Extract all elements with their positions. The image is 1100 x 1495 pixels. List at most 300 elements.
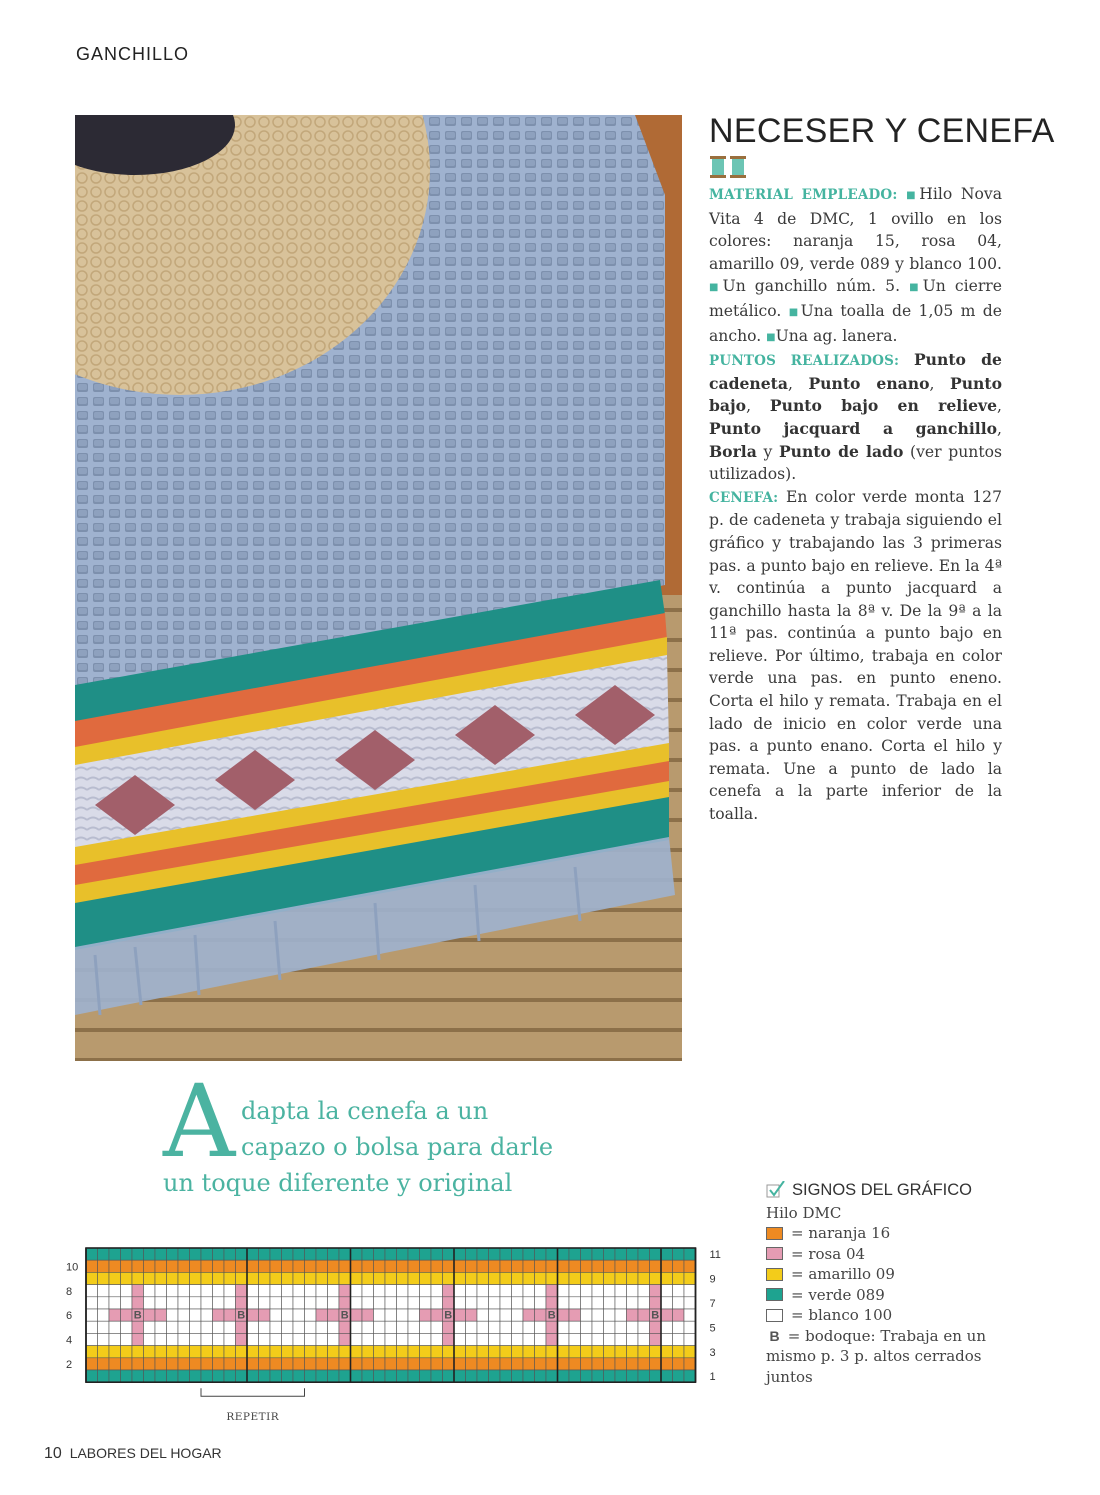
chart-cell (650, 1248, 662, 1260)
chart-cell (224, 1272, 236, 1284)
chart-cell (638, 1358, 650, 1370)
chart-cell (558, 1309, 570, 1321)
legend-item (766, 1244, 1026, 1265)
chart-cell (535, 1297, 547, 1309)
chart-cell (144, 1358, 156, 1370)
chart-cell (339, 1346, 351, 1358)
chart-cell (569, 1370, 581, 1382)
chart-cell (420, 1321, 432, 1333)
chart-cell (213, 1321, 225, 1333)
chart-cell (98, 1260, 110, 1272)
chart-cell (155, 1358, 167, 1370)
chart-cell (546, 1333, 558, 1345)
chart-cell (374, 1358, 386, 1370)
chart-cell (546, 1260, 558, 1272)
chart-cell (569, 1333, 581, 1345)
chart-cell (420, 1333, 432, 1345)
chart-cell (213, 1248, 225, 1260)
chart-cell (466, 1272, 478, 1284)
product-photo (75, 115, 682, 1061)
chart-cell (374, 1346, 386, 1358)
chart-cell (385, 1370, 397, 1382)
chart-cell (178, 1260, 190, 1272)
chart-cell (638, 1297, 650, 1309)
chart-cell (144, 1285, 156, 1297)
chart-cell (178, 1285, 190, 1297)
chart-cell (339, 1333, 351, 1345)
chart-cell (178, 1346, 190, 1358)
chart-cell (190, 1346, 202, 1358)
chart-cell (178, 1333, 190, 1345)
chart-cell (362, 1285, 374, 1297)
chart-cell (535, 1260, 547, 1272)
chart-cell (316, 1333, 328, 1345)
chart-cell (673, 1248, 685, 1260)
chart-cell (454, 1370, 466, 1382)
section-label: GANCHILLO (76, 44, 190, 64)
chart-cell (650, 1321, 662, 1333)
chart-cell (351, 1272, 363, 1284)
chart-cell (155, 1248, 167, 1260)
chart-cell (374, 1370, 386, 1382)
chart-cell (558, 1333, 570, 1345)
chart-cell (512, 1260, 524, 1272)
quote-line: dapta la cenefa a un (241, 1097, 489, 1125)
chart-cell (546, 1297, 558, 1309)
chart-cell (627, 1260, 639, 1272)
chart-cell (167, 1346, 179, 1358)
chart-cell (569, 1272, 581, 1284)
chart-cell (351, 1285, 363, 1297)
chart-cell (247, 1248, 259, 1260)
chart-cell (443, 1346, 455, 1358)
chart-cell (121, 1346, 133, 1358)
chart-cell (132, 1370, 144, 1382)
chart-cell (661, 1285, 673, 1297)
chart-cell (523, 1260, 535, 1272)
chart-cell (109, 1272, 121, 1284)
chart-cell (270, 1260, 282, 1272)
chart-cell (569, 1260, 581, 1272)
chart-cell (236, 1260, 248, 1272)
chart-cell (466, 1370, 478, 1382)
chart-cell (546, 1248, 558, 1260)
chart-cell (500, 1260, 512, 1272)
chart-cell (201, 1272, 213, 1284)
chart-cell (500, 1285, 512, 1297)
chart-cell (431, 1260, 443, 1272)
chart-cell (132, 1285, 144, 1297)
chart-cell (650, 1358, 662, 1370)
chart-cell (569, 1285, 581, 1297)
chart-cell (408, 1358, 420, 1370)
chart-cell (167, 1297, 179, 1309)
chart-cell (362, 1297, 374, 1309)
bodoque-mark: B (444, 1309, 453, 1322)
chart-cell (362, 1370, 374, 1382)
material-item: Hilo Nova Vita 4 de DMC, 1 ovillo en los colores: naranja 15, rosa 04, amarillo 09, verde 089 y blanco 100. (709, 185, 1002, 273)
chart-cell (581, 1358, 593, 1370)
separator: y (756, 442, 779, 461)
chart-cell (512, 1370, 524, 1382)
chart-cell (121, 1321, 133, 1333)
chart-cell (684, 1333, 696, 1345)
chart-cell (282, 1260, 294, 1272)
bodoque-label: = bodoque: Trabaja en un mismo p. 3 p. altos cerrados juntos (766, 1326, 986, 1386)
chart-cell (213, 1358, 225, 1370)
chart-cell (385, 1260, 397, 1272)
chart-cell (259, 1272, 271, 1284)
chart-cell (247, 1370, 259, 1382)
chart-cell (673, 1260, 685, 1272)
chart-cell (236, 1333, 248, 1345)
chart-cell (661, 1321, 673, 1333)
chart-cell (535, 1358, 547, 1370)
puntos-header: PUNTOS REALIZADOS: (709, 353, 900, 370)
chart-cell (523, 1272, 535, 1284)
chart-cell (259, 1370, 271, 1382)
chart-cell (224, 1358, 236, 1370)
chart-cell (535, 1309, 547, 1321)
chart-cell (661, 1260, 673, 1272)
chart-cell (500, 1358, 512, 1370)
bullet-icon: ■ (909, 282, 923, 294)
legend-label: = blanco 100 (791, 1306, 893, 1324)
chart-cell (224, 1346, 236, 1358)
chart-cell (155, 1272, 167, 1284)
chart-cell (477, 1285, 489, 1297)
chart-cell (489, 1272, 501, 1284)
chart-cell (558, 1248, 570, 1260)
legend-items (766, 1223, 1026, 1326)
chart-cell (282, 1346, 294, 1358)
chart-cell (316, 1321, 328, 1333)
chart-cell (86, 1333, 98, 1345)
chart-cell (201, 1309, 213, 1321)
chart-cell (397, 1370, 409, 1382)
chart-cell (213, 1333, 225, 1345)
chart-cell (86, 1297, 98, 1309)
chart-cell (535, 1333, 547, 1345)
separator: , (788, 374, 809, 393)
chart-cell (535, 1346, 547, 1358)
chart-cell (489, 1370, 501, 1382)
chart-cell (604, 1309, 616, 1321)
chart-cell (282, 1285, 294, 1297)
row-number-left: 10 (66, 1261, 79, 1274)
chart-cell (385, 1272, 397, 1284)
chart-cell (224, 1260, 236, 1272)
chart-cell (109, 1297, 121, 1309)
chart-cell (684, 1370, 696, 1382)
chart-cell (638, 1272, 650, 1284)
chart-cell (316, 1370, 328, 1382)
chart-cell (604, 1333, 616, 1345)
chart-cell (477, 1321, 489, 1333)
chart-cell (259, 1346, 271, 1358)
legend-item (766, 1264, 1026, 1285)
chart-cell (638, 1346, 650, 1358)
chart-cell (408, 1321, 420, 1333)
chart-cell (109, 1285, 121, 1297)
bullet-icon: ■ (766, 331, 776, 343)
chart-cell (604, 1358, 616, 1370)
chart-cell (270, 1272, 282, 1284)
separator: , (929, 374, 950, 393)
chart-cell (592, 1272, 604, 1284)
chart-cell (684, 1248, 696, 1260)
chart-cell (259, 1333, 271, 1345)
chart-cell (581, 1248, 593, 1260)
row-number-left: 2 (66, 1359, 73, 1371)
chart-cell (178, 1321, 190, 1333)
chart-cell (408, 1370, 420, 1382)
chart-cell (351, 1309, 363, 1321)
chart-cell (339, 1358, 351, 1370)
chart-cell (673, 1346, 685, 1358)
chart-cell (362, 1358, 374, 1370)
chart-cell (282, 1248, 294, 1260)
chart-cell (569, 1346, 581, 1358)
quote-line: un toque diferente y original (163, 1169, 513, 1197)
chart-cell (167, 1309, 179, 1321)
chart-cell (132, 1248, 144, 1260)
row-number-left: 6 (66, 1310, 73, 1323)
separator: , (997, 397, 1002, 416)
chart-cell (190, 1370, 202, 1382)
chart-cell (293, 1321, 305, 1333)
chart-cell (558, 1358, 570, 1370)
chart-cell (431, 1346, 443, 1358)
chart-cell (420, 1370, 432, 1382)
cenefa-text: En color verde monta 127 p. de cadeneta y trabaja siguiendo el gráfico y trabajando las 3 primeras pas. a punto bajo en relieve. En la 4ª v. continúa a punto jacquard a ganchillo hasta la 8ª v. De la 9ª a la 11ª pas. continúa a punto bajo en relieve. Por último, trabaja en color verde una pas. en punto eneno. Corta el hilo y remata. Trabaja en el lado de inicio en color verde una pas. a punto enano. Corta el hilo y remata. Une a punto de lado la cenefa a la parte inferior de la toalla. (709, 487, 1002, 824)
chart-cell (305, 1285, 317, 1297)
chart-cell (477, 1370, 489, 1382)
chart-cell (454, 1285, 466, 1297)
chart-cell (98, 1285, 110, 1297)
article-title: NECESER Y CENEFA (709, 112, 1055, 150)
chart-cell (443, 1333, 455, 1345)
chart-cell (397, 1297, 409, 1309)
chart-cell (489, 1309, 501, 1321)
chart-cell (466, 1346, 478, 1358)
chart-cell (638, 1309, 650, 1321)
chart-cell (466, 1309, 478, 1321)
chart-cell (397, 1346, 409, 1358)
chart-cell (270, 1321, 282, 1333)
chart-cell (420, 1248, 432, 1260)
chart-cell (132, 1346, 144, 1358)
chart-cell (477, 1297, 489, 1309)
chart-cell (546, 1272, 558, 1284)
chart-cell (293, 1333, 305, 1345)
chart-cell (374, 1272, 386, 1284)
chart-cell (454, 1346, 466, 1358)
chart-cell (190, 1260, 202, 1272)
chart-cell (270, 1297, 282, 1309)
legend-item (766, 1223, 1026, 1244)
chart-cell (523, 1297, 535, 1309)
chart-cell (305, 1358, 317, 1370)
chart-cell (86, 1370, 98, 1382)
chart-cell (201, 1358, 213, 1370)
chart-cell (592, 1333, 604, 1345)
chart-cell (604, 1248, 616, 1260)
chart-cell (489, 1321, 501, 1333)
chart-cell (500, 1309, 512, 1321)
puntos-paragraph (709, 349, 1002, 486)
chart-cell (661, 1309, 673, 1321)
chart-cell (98, 1272, 110, 1284)
chart-cell (615, 1321, 627, 1333)
repeat-label: REPETIR (226, 1411, 280, 1424)
chart-cell (98, 1248, 110, 1260)
chart-cell (408, 1333, 420, 1345)
chart-cell (328, 1297, 340, 1309)
chart-cell (213, 1297, 225, 1309)
chart-cell (328, 1333, 340, 1345)
chart-cell (109, 1346, 121, 1358)
bodoque-mark: B (133, 1309, 142, 1322)
chart-cell (604, 1321, 616, 1333)
chart-cell (512, 1309, 524, 1321)
chart-cell (293, 1272, 305, 1284)
chart-cell (374, 1333, 386, 1345)
bullet-icon: ■ (906, 190, 920, 201)
material-paragraph (709, 183, 1002, 349)
chart-cell (500, 1321, 512, 1333)
chart-cell (581, 1346, 593, 1358)
chart-cell (512, 1321, 524, 1333)
chart-cell (305, 1333, 317, 1345)
chart-cell (213, 1309, 225, 1321)
chart-cell (546, 1370, 558, 1382)
chart-cell (224, 1309, 236, 1321)
chart-cell (178, 1297, 190, 1309)
chart-cell (316, 1358, 328, 1370)
chart-cell (155, 1260, 167, 1272)
chart-cell (213, 1272, 225, 1284)
chart-cell (661, 1272, 673, 1284)
chart-cell (397, 1309, 409, 1321)
chart-cell (190, 1321, 202, 1333)
chart-cell (408, 1260, 420, 1272)
bodoque-mark: B (651, 1309, 660, 1322)
chart-cell (454, 1358, 466, 1370)
legend-label: = amarillo 09 (791, 1265, 895, 1283)
chart-cell (339, 1248, 351, 1260)
separator: , (746, 397, 770, 416)
chart-cell (408, 1297, 420, 1309)
chart-cell (305, 1370, 317, 1382)
chart-cell (638, 1370, 650, 1382)
chart-cell (673, 1370, 685, 1382)
chart-cell (558, 1321, 570, 1333)
chart-cell (339, 1297, 351, 1309)
chart-cell (339, 1260, 351, 1272)
chart-cell (397, 1321, 409, 1333)
chart-cell (305, 1272, 317, 1284)
chart-cell (247, 1333, 259, 1345)
repeat-bracket (201, 1388, 305, 1396)
chart-cell (673, 1297, 685, 1309)
chart-cell (581, 1260, 593, 1272)
chart-cell (167, 1370, 179, 1382)
chart-cell (374, 1297, 386, 1309)
chart-cell (236, 1346, 248, 1358)
chart-cell (592, 1309, 604, 1321)
chart-cell (305, 1321, 317, 1333)
stitch-name: Borla (709, 441, 757, 461)
chart-cell (489, 1358, 501, 1370)
chart-cell (270, 1248, 282, 1260)
spool-icon (709, 155, 749, 179)
chart-cell (351, 1260, 363, 1272)
chart-cell (178, 1248, 190, 1260)
chart-cell (512, 1346, 524, 1358)
legend-item (766, 1305, 1026, 1326)
chart-cell (420, 1260, 432, 1272)
chart-cell (523, 1346, 535, 1358)
chart-cell (213, 1370, 225, 1382)
chart-cell (420, 1285, 432, 1297)
chart-cell (86, 1358, 98, 1370)
chart-cell (397, 1272, 409, 1284)
chart-cell (224, 1285, 236, 1297)
chart-cell (328, 1272, 340, 1284)
chart-cell (270, 1309, 282, 1321)
chart-cell (420, 1309, 432, 1321)
chart-cell (190, 1297, 202, 1309)
chart-cell (684, 1358, 696, 1370)
chart-cell (282, 1358, 294, 1370)
row-number-right: 7 (709, 1298, 716, 1310)
chart-cell (293, 1346, 305, 1358)
chart-cell (477, 1248, 489, 1260)
chart-cell (86, 1309, 98, 1321)
chart-cell (661, 1358, 673, 1370)
chart-cell (604, 1346, 616, 1358)
chart-cell (581, 1309, 593, 1321)
chart-cell (581, 1370, 593, 1382)
chart-cell (316, 1272, 328, 1284)
chart-cell (259, 1285, 271, 1297)
chart-cell (408, 1272, 420, 1284)
chart-cell (581, 1285, 593, 1297)
chart-cell (316, 1248, 328, 1260)
chart-cell (443, 1321, 455, 1333)
chart-cell (615, 1358, 627, 1370)
chart-cell (431, 1272, 443, 1284)
chart-cell (385, 1248, 397, 1260)
chart-cell (293, 1370, 305, 1382)
checkmark-icon (766, 1181, 786, 1199)
chart-cell (282, 1321, 294, 1333)
chart-cell (167, 1285, 179, 1297)
chart-cell (684, 1309, 696, 1321)
chart-cell (615, 1285, 627, 1297)
chart-cell (420, 1358, 432, 1370)
chart-cell (86, 1272, 98, 1284)
chart-cell (523, 1333, 535, 1345)
article-body (709, 183, 1002, 826)
chart-cell (500, 1297, 512, 1309)
stitch-name: Punto de cadeneta (709, 350, 1002, 393)
chart-cell (397, 1333, 409, 1345)
chart-cell (247, 1358, 259, 1370)
chart-cell (489, 1346, 501, 1358)
chart-cell (385, 1297, 397, 1309)
